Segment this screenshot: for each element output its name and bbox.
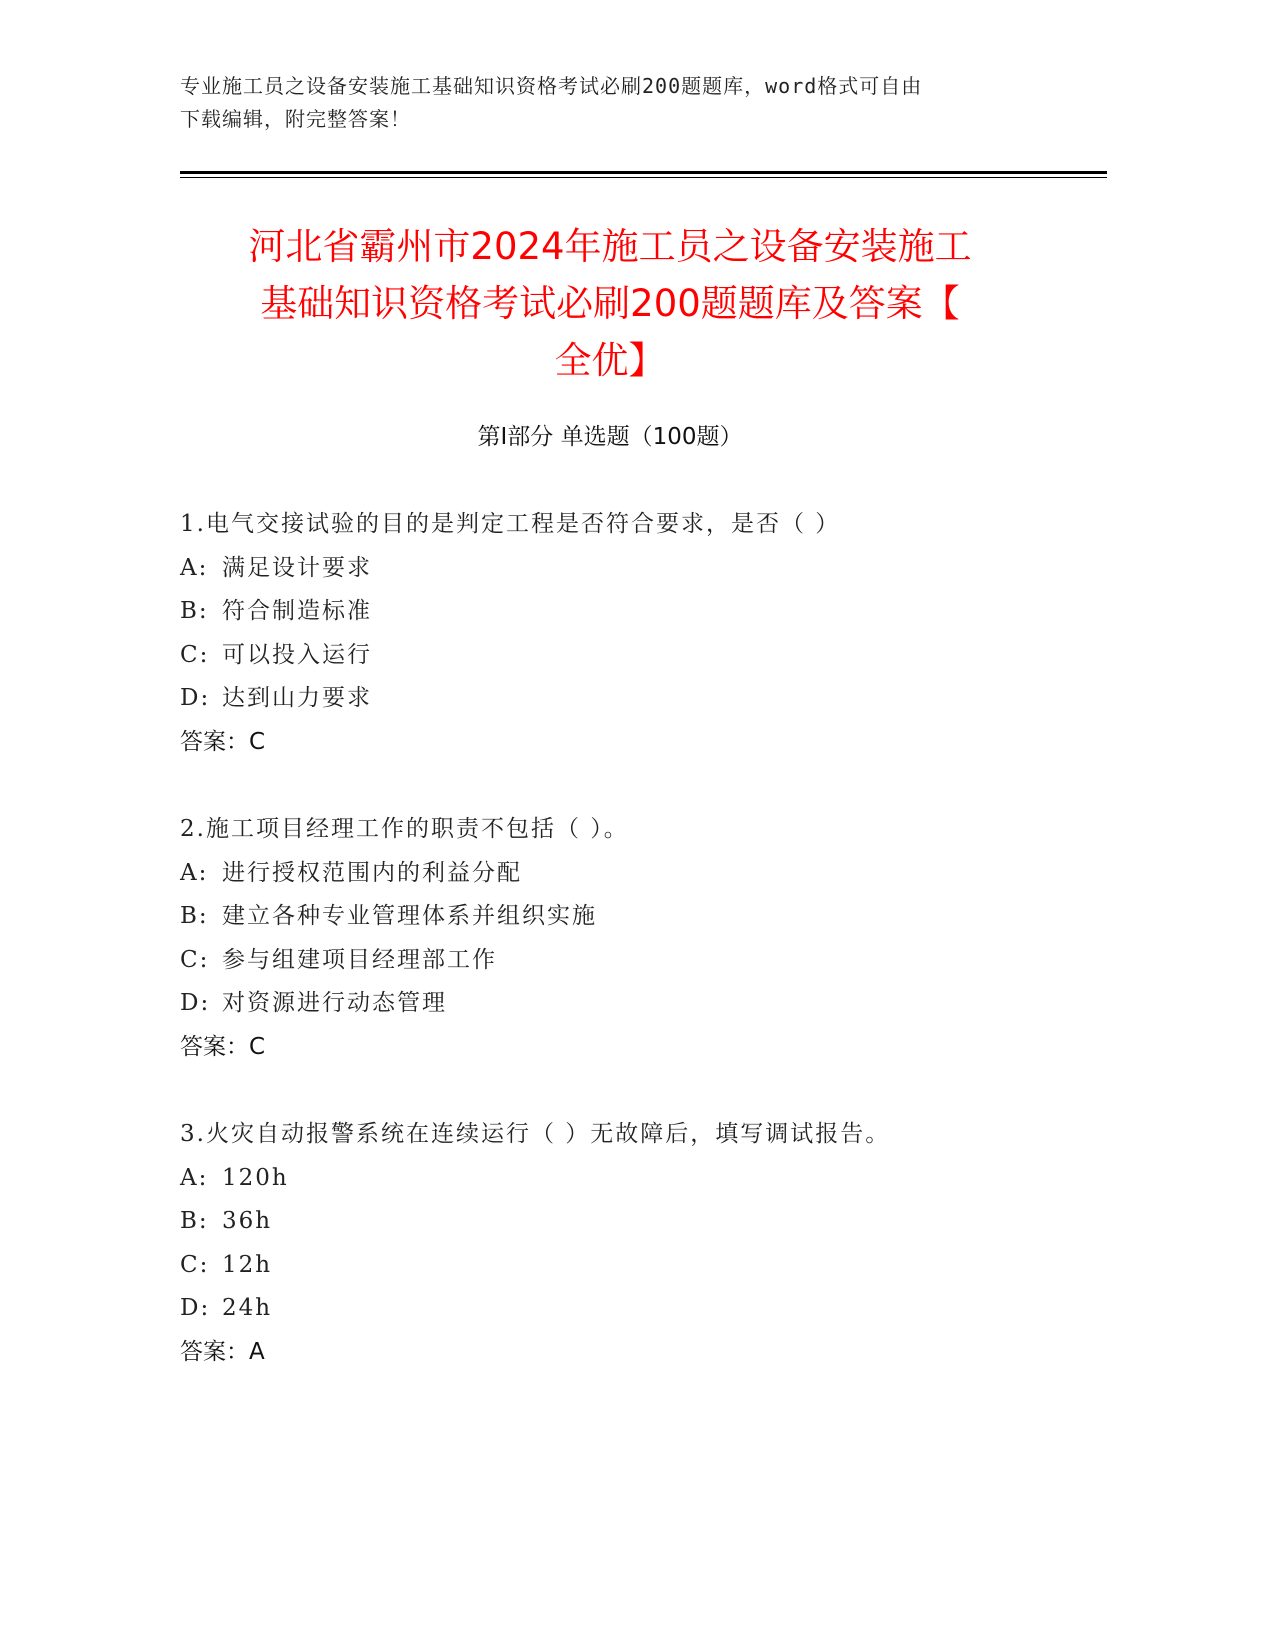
intro-line-1: 专业施工员之设备安装施工基础知识资格考试必刷200题题库，word格式可自由	[180, 74, 923, 98]
option-d	[180, 982, 1140, 1026]
question-stem: 2.施工项目经理工作的职责不包括（ ）。	[180, 816, 629, 842]
option-c	[180, 939, 1140, 983]
option-key: B:	[180, 903, 209, 929]
option-key: D:	[180, 685, 211, 711]
question-1	[180, 503, 1140, 764]
option-c	[180, 634, 1140, 678]
question-stem: 1.电气交接试验的目的是判定工程是否符合要求，是否（ ）	[180, 511, 841, 537]
intro-text	[180, 70, 1040, 136]
option-key: D:	[180, 1295, 211, 1321]
question-2	[180, 808, 1140, 1069]
option-text: 对资源进行动态管理	[222, 990, 447, 1016]
option-b	[180, 590, 1140, 634]
header-divider-thick	[180, 171, 1107, 174]
option-a	[180, 547, 1140, 591]
option-key: D:	[180, 990, 211, 1016]
option-text: 建立各种专业管理体系并组织实施	[222, 903, 597, 929]
option-text: 满足设计要求	[222, 554, 372, 581]
option-key: B:	[180, 1208, 209, 1234]
option-text: 进行授权范围内的利益分配	[222, 859, 522, 886]
option-text: 36h	[222, 1208, 273, 1234]
option-key: C:	[180, 641, 210, 668]
answer-line: 答案：C	[180, 728, 266, 755]
section-heading: 第Ⅰ部分 单选题（100题）	[477, 424, 743, 450]
title-line-3: 全优】	[554, 339, 666, 382]
option-a	[180, 852, 1140, 896]
option-key: A:	[180, 859, 209, 886]
option-b	[180, 895, 1140, 939]
answer-line: 答案：A	[180, 1338, 265, 1365]
option-b	[180, 1200, 1140, 1244]
option-key: C:	[180, 1251, 210, 1278]
option-a	[180, 1157, 1140, 1201]
option-text: 24h	[222, 1295, 273, 1321]
option-key: B:	[180, 598, 209, 624]
document-title	[150, 218, 1070, 389]
question-3	[180, 1113, 1140, 1374]
option-key: C:	[180, 946, 210, 973]
option-text: 可以投入运行	[222, 641, 372, 668]
intro-line-2: 下载编辑，附完整答案！	[180, 107, 411, 131]
option-text: 120h	[222, 1164, 289, 1191]
option-d	[180, 677, 1140, 721]
option-c	[180, 1244, 1140, 1288]
option-text: 符合制造标准	[222, 598, 372, 624]
question-stem: 3.火灾自动报警系统在连续运行（ ）无故障后，填写调试报告。	[180, 1121, 891, 1147]
title-line-2: 基础知识资格考试必刷200题题库及答案【	[260, 282, 960, 325]
header-divider-thin	[180, 177, 1107, 178]
title-line-1: 河北省霸州市2024年施工员之设备安装施工	[248, 225, 972, 268]
option-key: A:	[180, 554, 209, 581]
option-text: 达到山力要求	[222, 685, 372, 711]
answer-line: 答案：C	[180, 1033, 266, 1060]
option-key: A:	[180, 1164, 209, 1191]
option-text: 参与组建项目经理部工作	[222, 946, 497, 973]
option-d	[180, 1287, 1140, 1331]
option-text: 12h	[222, 1251, 273, 1278]
